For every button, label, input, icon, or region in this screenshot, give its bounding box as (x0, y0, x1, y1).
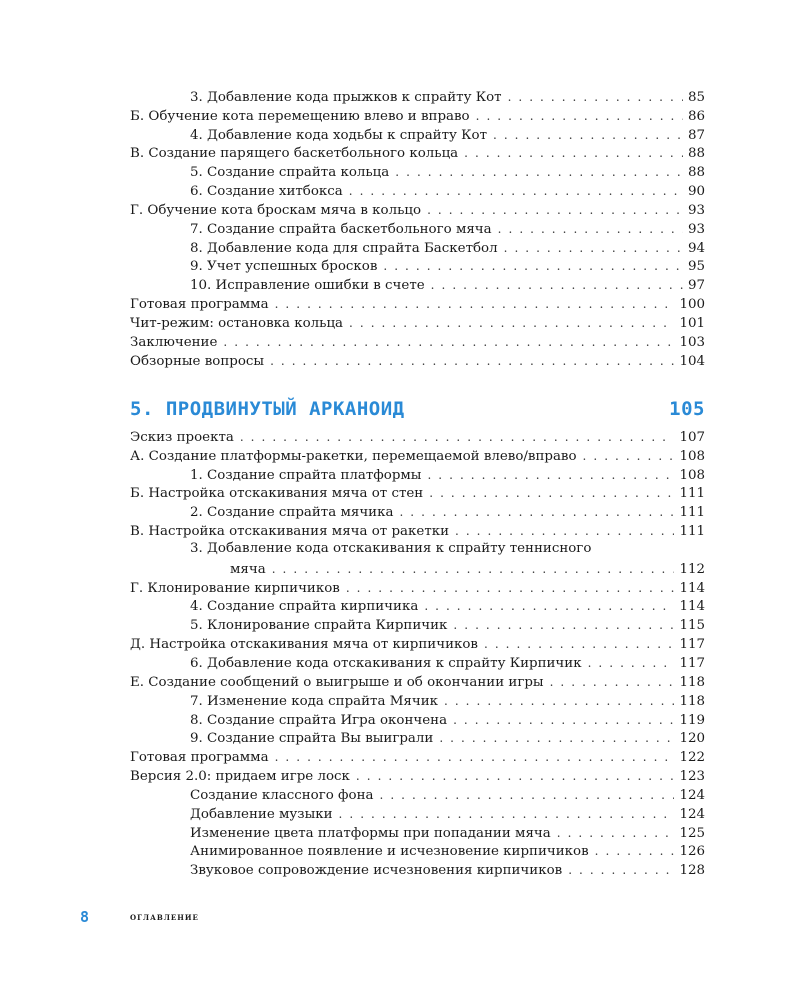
toc-leader-dots (583, 448, 675, 465)
toc-leader-dots (439, 730, 674, 747)
chapter-title: 5. ПРОДВИНУТЫЙ АРКАНОИД (130, 398, 405, 420)
toc-entry (130, 785, 705, 804)
toc-leader-dots (588, 655, 675, 672)
toc-leader-dots (464, 145, 683, 162)
toc-entry-title: 8. Создание спрайта Игра окончена (190, 712, 448, 728)
toc-entry-title: 9. Учет успешных бросков (190, 259, 378, 275)
toc-leader-dots (557, 825, 675, 842)
toc-entry-page: 114 (679, 580, 705, 596)
toc-entry-page: 111 (679, 505, 705, 521)
toc-entry-page: 123 (679, 769, 705, 785)
toc-entry (130, 162, 705, 181)
toc-entry-title: А. Создание платформы-ракетки, перемещаемой влево/вправо (130, 448, 577, 464)
toc-list-chapter5 (130, 427, 705, 879)
toc-entry (130, 540, 705, 578)
toc-entry (130, 446, 705, 465)
toc-leader-dots (346, 580, 675, 597)
toc-entry (130, 313, 705, 332)
toc-entry-page: 108 (679, 448, 705, 464)
toc-entry-title: 3. Добавление кода прыжков к спрайту Кот (190, 89, 502, 105)
toc-entry (130, 804, 705, 823)
toc-entry-page: 114 (679, 599, 705, 615)
toc-entry (130, 615, 705, 634)
toc-leader-dots (427, 467, 674, 484)
toc-entry-title: Анимированное появление и исчезновение кирпичиков (190, 844, 589, 860)
toc-leader-dots (349, 183, 683, 200)
toc-entry-page: 111 (679, 524, 705, 540)
toc-entry (130, 672, 705, 691)
toc-entry (130, 860, 705, 879)
toc-entry-title: 1. Создание спрайта платформы (190, 467, 422, 483)
toc-entry-title: Д. Настройка отскакивания мяча от кирпичиков (130, 637, 478, 653)
toc-entry-title: Заключение (130, 334, 218, 350)
toc-entry-title: В. Настройка отскакивания мяча от ракетки (130, 524, 450, 540)
toc-entry (130, 351, 705, 370)
toc-leader-dots (444, 693, 674, 710)
toc-entry (130, 294, 705, 313)
toc-entry-title: 6. Добавление кода отскакивания к спрайту Кирпичик (190, 655, 582, 671)
toc-entry-title: Е. Создание сообщений о выигрыше и об окончании игры (130, 674, 544, 690)
toc-entry-title: 3. Добавление кода отскакивания к спрайту теннисного (190, 541, 592, 557)
toc-leader-dots (595, 843, 675, 860)
toc-leader-dots (453, 617, 674, 634)
toc-leader-dots (476, 108, 683, 125)
toc-entry (130, 144, 705, 163)
toc-entry-title: Готовая программа (130, 750, 269, 766)
toc-entry-title: Версия 2.0: придаем игре лоск (130, 769, 350, 785)
toc-entry-title: 8. Добавление кода для спрайта Баскетбол (190, 240, 498, 256)
toc-leader-dots (429, 485, 674, 502)
toc-entry (130, 427, 705, 446)
toc-leader-dots (493, 127, 683, 144)
toc-entry-title: мяча (230, 561, 266, 577)
toc-entry-page: 124 (679, 787, 705, 803)
toc-entry (130, 653, 705, 672)
toc-entry (130, 521, 705, 540)
toc-entry-title: Создание классного фона (190, 787, 374, 803)
toc-entry-title: 7. Создание спрайта баскетбольного мяча (190, 221, 492, 237)
toc-entry-page: 115 (679, 618, 705, 634)
toc-entry-page: 100 (679, 297, 705, 313)
toc-entry-page: 93 (687, 221, 705, 237)
toc-entry-title: Б. Обучение кота перемещению влево и вправо (130, 108, 470, 124)
toc-entry-page: 88 (687, 165, 705, 181)
toc-entry (130, 332, 705, 351)
toc-entry-page: 94 (687, 240, 705, 256)
footer-section-label: оглавление (130, 911, 199, 923)
toc-entry (130, 710, 705, 729)
chapter-heading (130, 395, 705, 423)
toc-entry (130, 691, 705, 710)
toc-entry-title: Обзорные вопросы (130, 353, 265, 369)
toc-leader-dots (349, 315, 674, 332)
toc-entry-page: 107 (679, 429, 705, 445)
toc-leader-dots (568, 862, 674, 879)
toc-entry-title: 6. Создание хитбокса (190, 184, 343, 200)
toc-entry-page: 119 (679, 712, 705, 728)
toc-entry-page: 111 (679, 486, 705, 502)
toc-entry-title: Изменение цвета платформы при попадании мяча (190, 825, 551, 841)
toc-entry-page: 112 (679, 561, 705, 577)
toc-entry-page: 128 (679, 863, 705, 879)
toc-entry-title: Б. Настройка отскакивания мяча от стен (130, 486, 424, 502)
toc-leader-dots (275, 296, 675, 313)
toc-leader-dots (383, 258, 683, 275)
toc-entry-page: 95 (687, 259, 705, 275)
toc-entry-page: 87 (687, 127, 705, 143)
toc-entry-page: 85 (687, 89, 705, 105)
toc-leader-dots (504, 240, 683, 257)
toc-entry-title: Эскиз проекта (130, 429, 234, 445)
toc-leader-dots (223, 334, 674, 351)
toc-leader-dots (508, 89, 683, 106)
toc-entry (130, 747, 705, 766)
toc-entry-title: Г. Обучение кота броскам мяча в кольцо (130, 202, 422, 218)
toc-entry-page: 108 (679, 467, 705, 483)
toc-leader-dots (453, 712, 674, 729)
toc-entry-page: 86 (687, 108, 705, 124)
toc-entry (130, 219, 705, 238)
toc-entry-title: Г. Клонирование кирпичиков (130, 580, 340, 596)
toc-entry-title: 2. Создание спрайта мячика (190, 505, 394, 521)
toc-entry (130, 634, 705, 653)
toc-leader-dots (424, 598, 674, 615)
toc-list-top (130, 87, 705, 370)
toc-entry-page: 101 (679, 315, 705, 331)
toc-entry-title: 4. Добавление кода ходьбы к спрайту Кот (190, 127, 487, 143)
toc-entry (130, 125, 705, 144)
toc-entry-title: Готовая программа (130, 297, 269, 313)
toc-entry-title: 7. Изменение кода спрайта Мячик (190, 693, 439, 709)
chapter-page: 105 (669, 398, 705, 420)
toc-entry-page: 118 (679, 693, 705, 709)
toc-leader-dots (484, 636, 674, 653)
toc-entry-page: 88 (687, 146, 705, 162)
toc-leader-dots (431, 277, 683, 294)
toc-leader-dots (550, 674, 675, 691)
toc-entry (130, 465, 705, 484)
toc-leader-dots (455, 523, 674, 540)
toc-entry (130, 502, 705, 521)
toc-entry-title: Звуковое сопровождение исчезновения кирпичиков (190, 863, 563, 879)
toc-entry-title: 5. Создание спрайта кольца (190, 165, 390, 181)
toc-leader-dots (380, 787, 675, 804)
toc-leader-dots (399, 504, 674, 521)
toc-leader-dots (427, 202, 683, 219)
toc-entry-title: 4. Создание спрайта кирпичика (190, 599, 419, 615)
toc-entry-page: 124 (679, 806, 705, 822)
toc-entry-title: В. Создание парящего баскетбольного кольца (130, 146, 459, 162)
toc-entry-title: 9. Создание спрайта Вы выиграли (190, 731, 434, 747)
toc-leader-dots (339, 806, 675, 823)
toc-entry-page: 122 (679, 750, 705, 766)
toc-entry-page: 117 (679, 637, 705, 653)
toc-entry (130, 729, 705, 748)
toc-entry-page: 97 (687, 278, 705, 294)
toc-entry-page: 125 (679, 825, 705, 841)
toc-entry (130, 578, 705, 597)
toc-entry (130, 597, 705, 616)
toc-entry (130, 200, 705, 219)
toc-entry-page: 120 (679, 731, 705, 747)
toc-entry-page: 117 (679, 655, 705, 671)
toc-leader-dots (240, 429, 675, 446)
toc-entry (130, 766, 705, 785)
toc-entry (130, 87, 705, 106)
toc-leader-dots (395, 164, 683, 181)
footer-page-number: 8 (80, 908, 90, 926)
toc-leader-dots (498, 221, 683, 238)
toc-leader-dots (275, 749, 675, 766)
toc-entry (130, 106, 705, 125)
toc-entry-title: 5. Клонирование спрайта Кирпичик (190, 618, 448, 634)
toc-entry-page: 103 (679, 334, 705, 350)
toc-entry (130, 823, 705, 842)
toc-entry (130, 484, 705, 503)
toc-entry-page: 126 (679, 844, 705, 860)
toc-leader-dots (356, 768, 675, 785)
toc-entry-page: 118 (679, 674, 705, 690)
toc-entry (130, 842, 705, 861)
toc-entry-title: Добавление музыки (190, 806, 333, 822)
toc-entry-page: 90 (687, 184, 705, 200)
toc-entry (130, 257, 705, 276)
toc-entry-page: 93 (687, 202, 705, 218)
toc-entry-title: 10. Исправление ошибки в счете (190, 278, 425, 294)
toc-entry (130, 181, 705, 200)
toc-entry-title: Чит-режим: остановка кольца (130, 315, 344, 331)
toc-entry (130, 275, 705, 294)
toc-leader-dots (272, 561, 675, 578)
toc-leader-dots (270, 353, 674, 370)
toc-entry-page: 104 (679, 353, 705, 369)
toc-entry (130, 238, 705, 257)
